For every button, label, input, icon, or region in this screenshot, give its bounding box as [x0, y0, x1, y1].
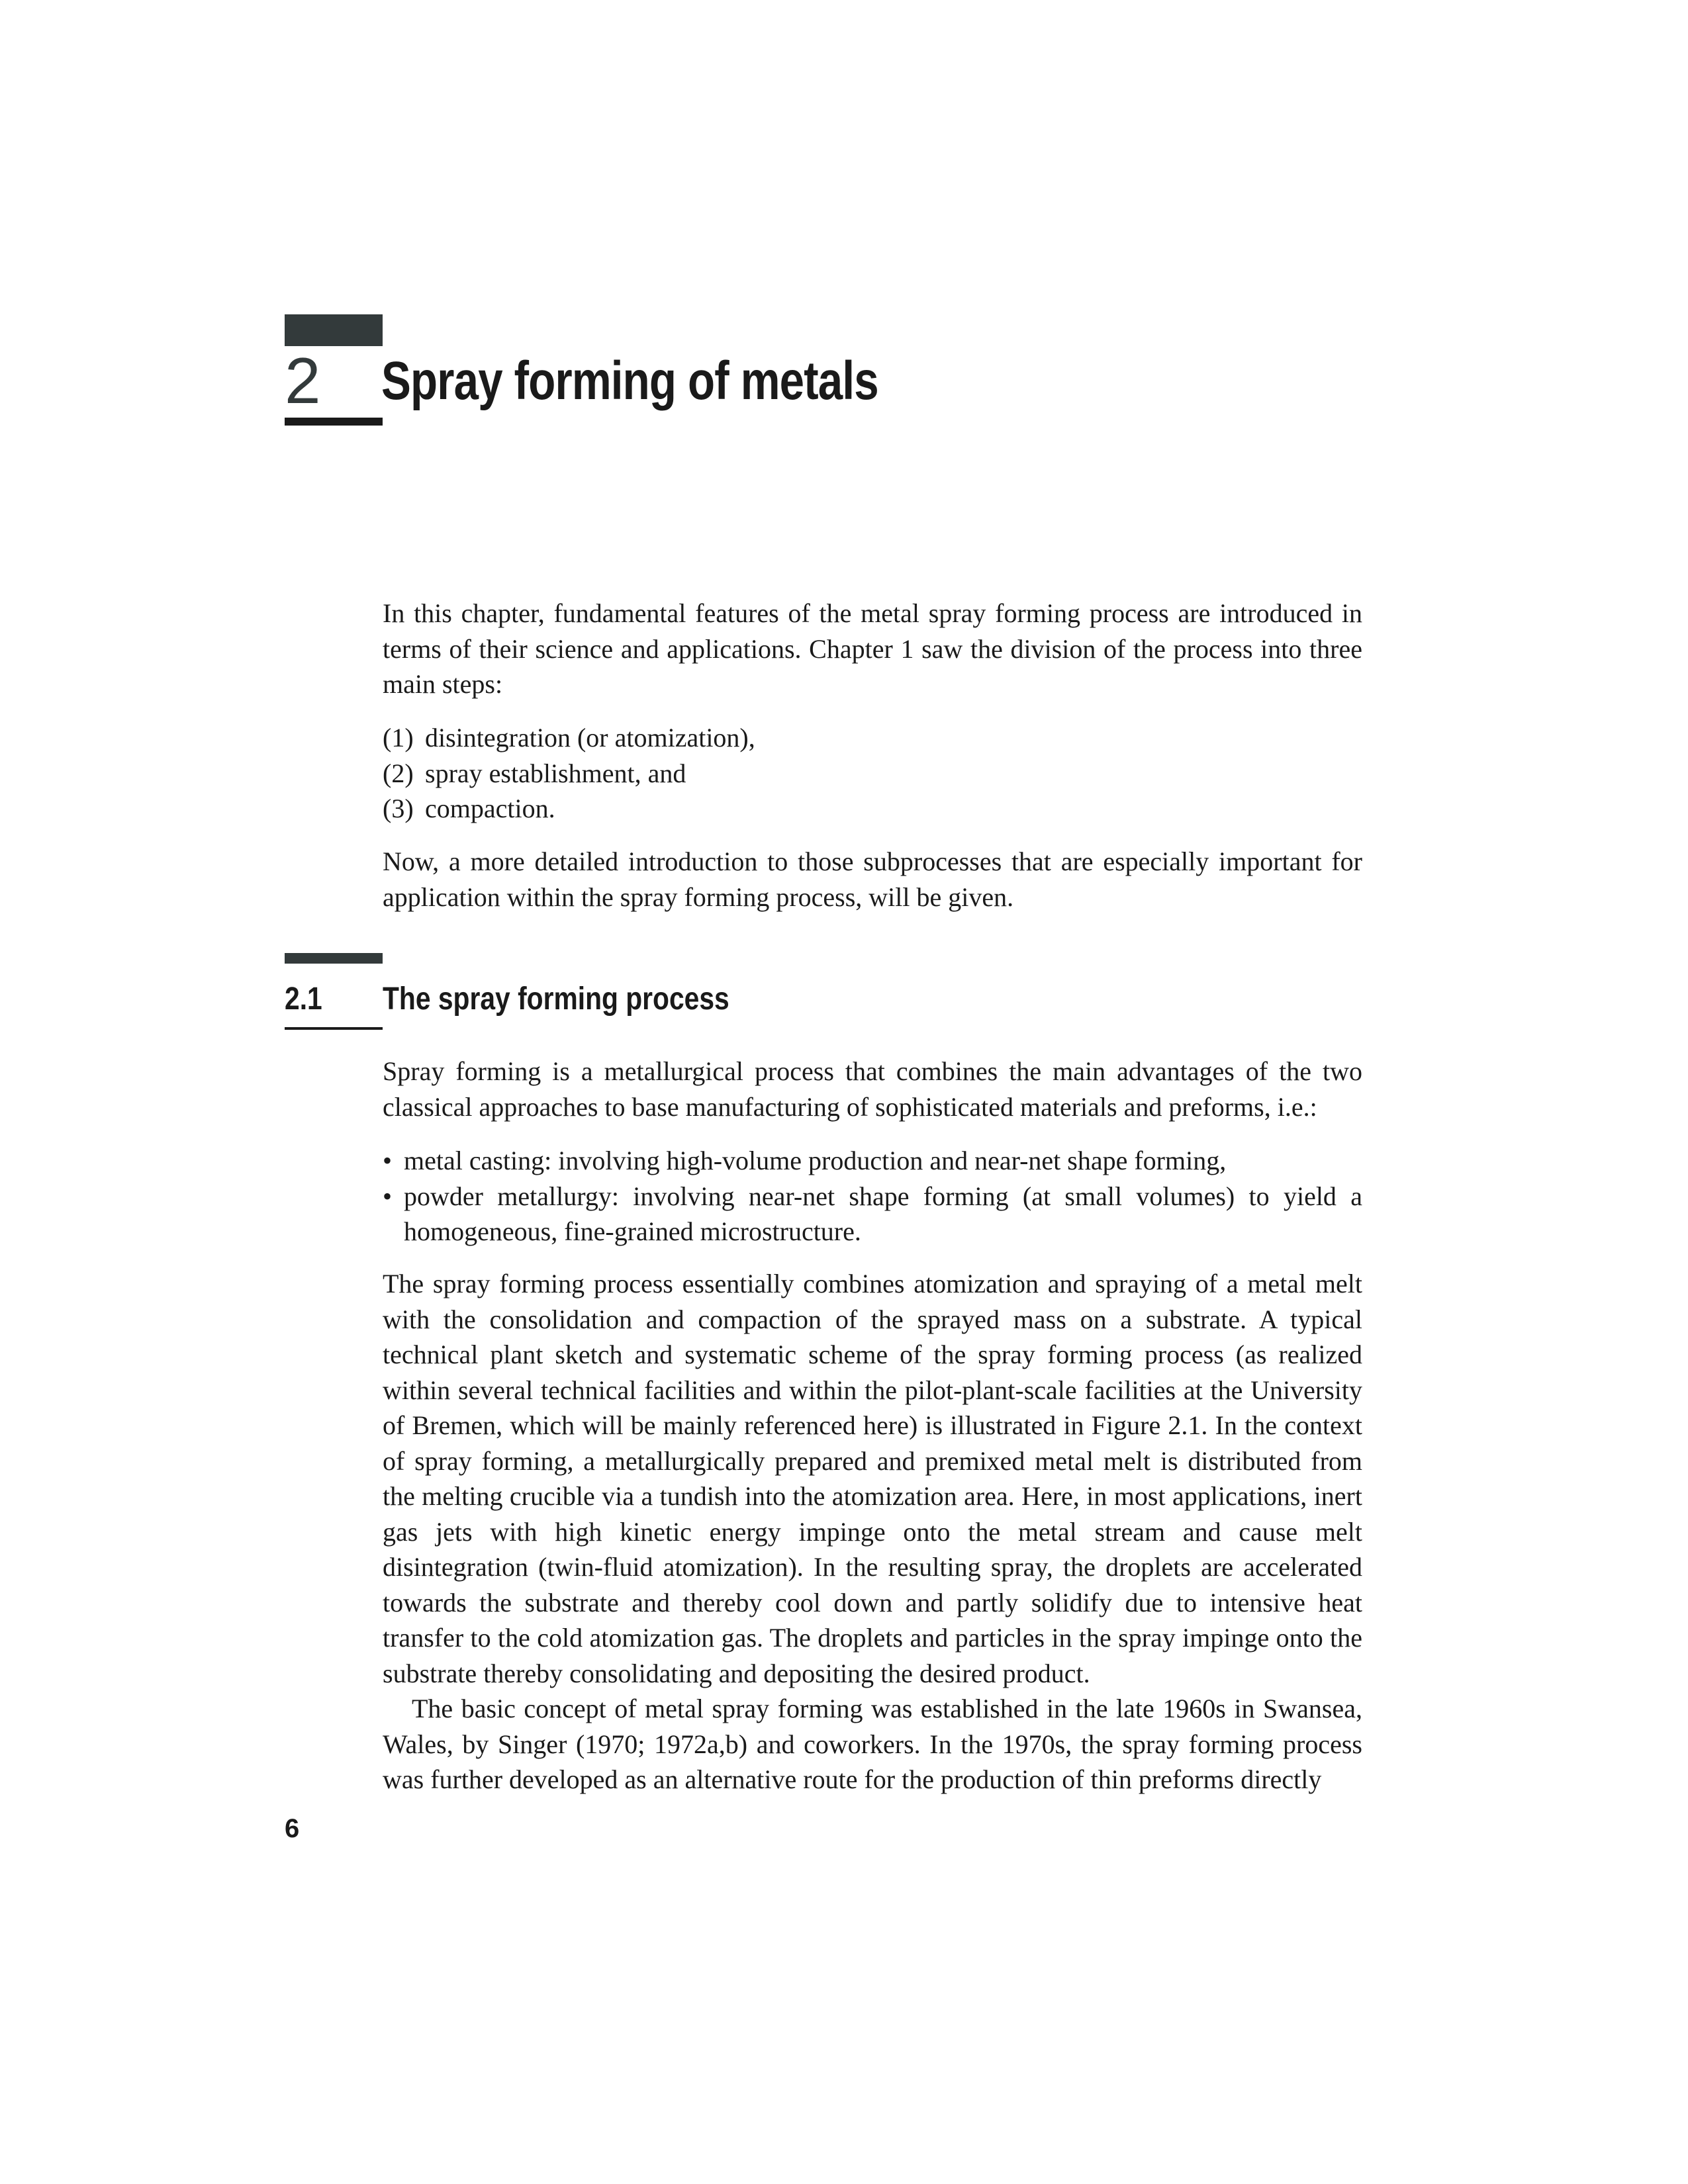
intro-closing-paragraph: Now, a more detailed introduction to those subprocesses that are especially important for application within the spray forming process, will be given. [383, 846, 1362, 912]
intro-closing-block [383, 844, 1362, 915]
chapter-heading-rule [285, 418, 383, 426]
list-item-text: powder metallurgy: involving near-net shape forming (at small volumes) to yield a homogeneous, fine-grained microstructure. [404, 1181, 1362, 1246]
list-item-text: spray establishment, and [425, 758, 686, 788]
bullet-marker: • [383, 1181, 393, 1211]
chapter-heading-bar-top [285, 314, 383, 346]
section-paragraph-2: The spray forming process essentially combines atomization and spraying of a metal melt with the consolidation and compaction of the sprayed mass on a substrate. A typical technical plant sketch and systematic scheme of the spray forming process (as realized within several technical facilities and within the pilot-plant-scale facilities at the University of Bremen, which will be mainly referenced here) is illustrated in Figure 2.1. In the context of spray forming, a metallurgically prepared and premixed metal melt is distributed from the melting crucible via a tundish into the atomization area. Here, in most applications, inert gas jets with high kinetic energy impinge onto the metal stream and cause melt disintegration (twin-fluid atomization). In the resulting spray, the droplets are accelerated towards the substrate and thereby cool down and partly solidify due to intensive heat transfer to the cold atomization gas. The droplets and particles in the spray impinge onto the substrate thereby consolidating and depositing the desired product. [383, 1269, 1362, 1688]
bullet-marker: • [383, 1146, 393, 1175]
section-heading-bar-top [285, 953, 383, 964]
list-item-text: disintegration (or atomization), [425, 723, 755, 752]
section-paragraph-block [383, 1054, 1362, 1124]
intro-paragraph-block [383, 596, 1362, 702]
list-item-text: metal casting: involving high-volume production and near-net shape forming, [404, 1146, 1227, 1175]
list-item-number: (3) [383, 794, 414, 823]
list-item-number: (1) [383, 723, 414, 752]
chapter-title: Spray forming of metals [381, 351, 878, 411]
list-item [383, 791, 1362, 827]
section-heading-rule [285, 1027, 383, 1030]
list-item [383, 720, 1362, 756]
section-paragraph-1: Spray forming is a metallurgical process that combines the main advantages of the two classical approaches to base manufacturing of sophisticated materials and preforms, i.e.: [383, 1056, 1362, 1122]
section-number: 2.1 [285, 981, 322, 1017]
intro-paragraph: In this chapter, fundamental features of the metal spray forming process are introduced in terms of their science and applications. Chapter 1 saw the division of the process into three main steps: [383, 598, 1362, 699]
page-number: 6 [285, 1814, 300, 1843]
steps-list [383, 720, 1362, 827]
section-paragraph-3: The basic concept of metal spray forming was established in the late 1960s in Swansea, Wales, by Singer (1970; 1972a,b) and coworkers. In the 1970s, the spray forming process was further developed as an alternative route for the production of thin preforms directly [383, 1694, 1362, 1794]
list-item [383, 756, 1362, 792]
list-item [383, 1143, 1362, 1179]
bullet-list [383, 1143, 1362, 1250]
list-item-text: compaction. [425, 794, 555, 823]
section-body-block [383, 1266, 1362, 1797]
list-item [383, 1179, 1362, 1250]
chapter-number: 2 [285, 344, 320, 417]
section-title: The spray forming process [383, 981, 729, 1017]
list-item-number: (2) [383, 758, 414, 788]
